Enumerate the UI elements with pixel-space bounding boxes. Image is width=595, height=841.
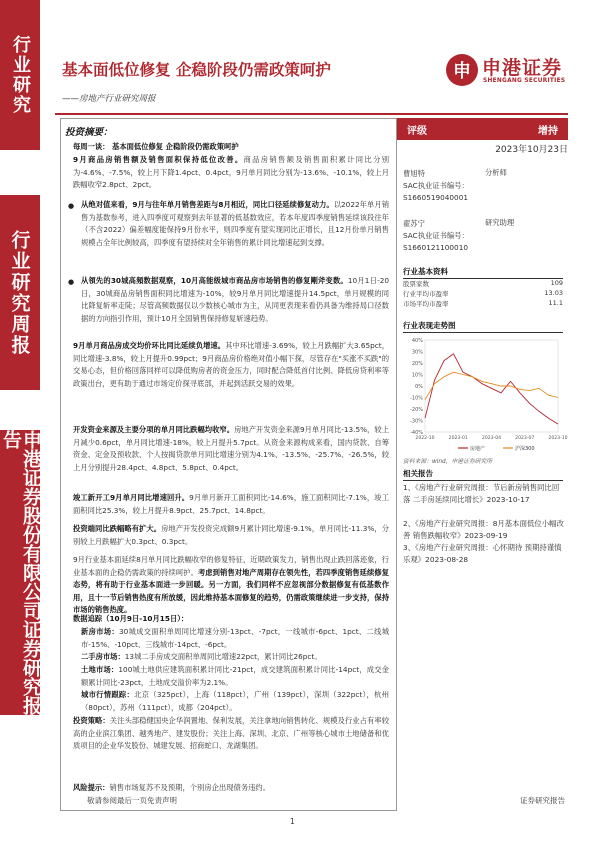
- para-completion: [73, 492, 389, 518]
- sidebar-label-weekly: 行业研究周报: [0, 195, 40, 390]
- bullet-icon: ●: [68, 202, 75, 210]
- bullet-icon: ●: [68, 278, 75, 286]
- para-investment-body: 房地产开发投资完成额9月累计同比增速-9.1%，单月同比-11.3%，分别较上月跌幅扩大0.3pct、0.3pct。: [73, 524, 389, 546]
- tracking-second-hand: [81, 651, 389, 664]
- x-tick-label: 2023-10: [548, 436, 568, 441]
- tracking-new-home-body: 30城成交面积单周同比增速分别-13pct、-7pct，一线城市-6pct、1pct、二线城市-15%、-10pct、三线城市-14pct、-6pct。: [81, 627, 389, 649]
- y-tick-label: 40%: [411, 338, 423, 344]
- weekly-view-heading: 每周一谈： 基本面低位修复 企稳阶段仍需政策呵护: [73, 142, 239, 151]
- page-number: 1: [290, 817, 295, 826]
- tracking-new-home-label: 新房市场：: [81, 627, 119, 636]
- footer-label: 证券研究报告: [520, 796, 565, 805]
- tracking-second-hand-body: 13城二手房成交面积单周同比增速22pct，累计同比26pct。: [124, 652, 322, 661]
- y-tick-label: 20%: [411, 361, 423, 367]
- basic-info-heading: 行业基本资料: [403, 266, 563, 279]
- y-tick-label: 30%: [411, 349, 423, 356]
- y-tick-label: -20%: [410, 407, 423, 413]
- para-completion-lead: 竣工新开工9月单月同比增速回升。: [73, 493, 190, 502]
- analyst2-role: 研究助理: [485, 218, 515, 227]
- related-report[interactable]: 2、《房地产行业研究周报：8月基本面低位小幅改善 销售跌幅收窄》2023-09-19: [403, 519, 564, 540]
- report-date: 2023年10月23日: [495, 145, 568, 155]
- sidebar: [0, 0, 40, 841]
- tracking-city-body: 北京（325pct），上海（118pct），广州（139pct），深圳（322pct），杭州（80pct），苏州（111pct），成都（204pct）。: [81, 690, 389, 712]
- basic-key: 股票家数: [403, 280, 429, 288]
- summary-panel: [60, 118, 397, 811]
- tracking-land: [81, 664, 389, 689]
- para-price-body: 其中环比增速-3.69%，较上月跌幅扩大3.65pct，同比增速-3.8%，较上月提升0.99pct；9月商品房价格绝对值小幅下探，尽管存在"买涨不买跌"的交易心态，但价格回落同样可以降低购房者的资金压力，同时配合降低首付比例、降低房贷利率等政策出台，更有助于通过市场定价探寻底部，并起到活跃交易的效果。: [73, 341, 389, 388]
- basic-value: 109: [550, 279, 563, 287]
- chart-heading: 行业表现走势图: [403, 320, 563, 333]
- plot-area: [425, 340, 558, 432]
- sidebar-label-company: 申港证券股份有限公司证券研究报告: [0, 430, 42, 715]
- basic-row: [403, 299, 563, 308]
- header-divider: [55, 113, 568, 115]
- para-strategy-body: 关注头部稳健国央企华润置地、保利发展，关注拿地向销售转化、规模及行业占有率较高的企业滨江集团、越秀地产、建发股份；关注上海、深圳、北京、广州等核心城市土地储备和优质项目的企业华发股份、城建发展、招商蛇口、龙湖集团。: [73, 716, 389, 751]
- legend-label: 沪深300: [515, 446, 535, 452]
- x-tick-label: 2023-07: [515, 436, 535, 441]
- analyst2-cert: S1660121100010: [403, 243, 468, 252]
- bullet-1-lead: 从绝对值来看，9月与往年单月销售差距与8月相近，同比口径延续修复动力。: [81, 200, 334, 209]
- y-tick-label: -30%: [410, 418, 423, 425]
- para-conclusion-body: 9月行业基本面延续8月单月同比跌幅收窄的修复特征，近期政策发力，销售出现止跌回落迹象，行业基本面的企稳仍需政策的持续呵护。: [73, 555, 389, 577]
- basic-value: 11.1: [548, 299, 563, 307]
- para-strategy: [73, 715, 389, 778]
- chart-source: 资料来源：wind，申港证券研究所: [403, 459, 493, 465]
- para-risk-label: 风险提示：: [73, 783, 110, 792]
- basic-key: 市场平均市盈率: [403, 300, 449, 308]
- tracking-city: [81, 689, 389, 714]
- report-subtitle: ——房地产行业研究周报: [62, 94, 156, 104]
- bullet-2-lead: 从領先的30城高頻数据观察，10月高能级城市商品房市场销售的修复剛斧变数。: [81, 276, 348, 285]
- series-line-csi300: [425, 372, 558, 400]
- analyst2-cert-label: SAC执业证书编号：: [403, 231, 469, 240]
- tracking-new-home: [81, 626, 389, 651]
- footer-disclaimer: 敬请参阅最后一页免责声明: [87, 796, 177, 805]
- y-tick-label: 0%: [415, 384, 423, 390]
- para-funding-lead: 开发资金来源及主要分项的单月同比跌幅均收窄。: [73, 425, 235, 434]
- analyst1-cert-label: SAC执业证书编号：: [403, 181, 469, 190]
- rating-label: 评级: [407, 125, 427, 137]
- analyst1-name: 曹旭特: [403, 169, 425, 178]
- logo-text-en: SHENGANG SECURITIES: [483, 78, 566, 84]
- basic-value: 13.03: [544, 289, 563, 297]
- logo-mark-icon: 申: [446, 54, 478, 86]
- para-sales-body: 商品房销售额及销售面积累计同比分别为-4.6%、-7.5%，较上月下降1.4pct、0.4pct，9月单月同比分别为-13.6%、-10.1%，较上月跌幅收窄2.8pct、2pct。: [73, 155, 389, 190]
- related-heading: 相关报告: [403, 468, 563, 481]
- rating-value: 增持: [538, 125, 558, 137]
- rating-bar: [397, 118, 568, 140]
- report-title: 基本面低位修复 企稳阶段仍需政策呵护: [62, 60, 331, 79]
- sidebar-label-industry: 行业研究: [0, 0, 40, 150]
- tracking-heading: 数据追踪（10月9日-10月15日）：: [73, 614, 189, 623]
- analyst2-name: 翟苏宁: [403, 219, 425, 228]
- para-completion-body: 9月单月新开工面积同比-14.6%，施工面积同比-7.1%，竣工面积同比25.3%，较上月提升8.9pct、25.7pct、14.8pct。: [73, 493, 389, 515]
- related-report[interactable]: 3、《房地产行业研究周报：心怀期待 预期持谨慎乐观》2023-08-28: [403, 543, 562, 564]
- para-conclusion: [73, 554, 389, 617]
- tracking-land-body: 100城土地供应建筑面积累计同比-21pct，成交建筑面积累计同比-14pct，成交金额累计同比-23pct，土地成交溢价率为2.1%。: [81, 665, 389, 687]
- company-logo: [446, 50, 566, 92]
- related-report[interactable]: 1、《房地产行业研究周报：节后新房销售同比回落 二手房延续同比增长》2023-10-17: [403, 483, 560, 504]
- y-tick-label: -10%: [410, 395, 423, 402]
- legend-label: 房地产: [470, 446, 486, 452]
- x-tick-label: 2022-10: [415, 436, 435, 441]
- basic-key: 行业平均市盈率: [403, 290, 449, 298]
- para-funding: [73, 424, 389, 487]
- para-price-lead: 9月单月商品房成交均价环比同比延续负增速。: [73, 341, 226, 350]
- para-sales-lead: 9月商品房销售额及销售面积保持低位改善。: [73, 155, 244, 164]
- summary-heading: 投资摘要：: [65, 127, 113, 138]
- para-risk-body: 销售市场复苏不及预期，个别房企出现债务违约。: [109, 783, 271, 792]
- para-price: [73, 340, 389, 416]
- y-tick-label: -40%: [410, 430, 423, 436]
- analyst1-role: 分析师: [485, 168, 507, 177]
- y-tick-label: 10%: [411, 372, 423, 379]
- para-investment-lead: 投资端同比跌幅略有扩大。: [73, 524, 162, 533]
- x-tick-label: 2023-01: [448, 436, 468, 441]
- x-tick-label: 2023-04: [481, 436, 502, 441]
- para-strategy-label: 投资策略：: [73, 716, 110, 725]
- bullet-2-body: 10月1日-20日，30城商品房销售面积同比增速为-10%，较9月单月同比增速提升14.5pct，单月规模的同比降复斩率走陡；尽管高频数据仅以少数核心城市为主，从同更表现来看仍具备为维持局口径数据的方向指引作用，预计10月全国销售保持修复斩速趋势。: [81, 276, 389, 323]
- bullet-1-body: 以2022年单月销售为基数参考，进入四季度可观察到去年显著的低基数效应，若本年度四季度销售延续该段往年（不含2022）偏差幅度能保持9月份水平，则四季度有望实现同比正增长，且12月份单月销售规模占全年比例较高，四季度有望持续对全年销售的累计同比增速起到支撑。: [81, 200, 389, 247]
- para-investment: [73, 523, 389, 549]
- para-conclusion-lead: 考虑到销售对地产周期存在领先性，若四季度销售延续修复态势，将有助于行业基本面进一步回暖。另一方面，我们同样不应忽视部分数据修复有低基数作用，且十一节后销售热度有所放缓，因此维持基本面修复的趋势，仍需政策继续进一步支持，保持市场的销售热度。: [73, 567, 389, 615]
- bullet-1: [81, 199, 389, 274]
- tracking-second-hand-label: 二手房市场：: [81, 652, 125, 661]
- logo-text: 申港证券: [482, 57, 563, 79]
- analyst1-cert: S1660519040001: [403, 193, 468, 202]
- basic-row: [403, 289, 563, 298]
- performance-chart: [403, 334, 568, 454]
- bullet-2: [81, 275, 389, 338]
- para-funding-body: 房地产开发资金来源9月单月同比-13.5%，较上月减少0.6pct，单月同比增速-18%，较上月提升5.7pct。从资金来源构成来看，国内贷款、自筹资金、定金及预收款、个人按揭贷款单月同比增速分别为4.1%、-13.5%、-25.7%、-26.5%，较上月分别提升28.4pct、4.8pct、5.8pct、0.4pct。: [73, 425, 389, 472]
- tracking-land-label: 土地市场：: [81, 665, 119, 674]
- para-risk: [73, 782, 389, 795]
- basic-row: [403, 279, 563, 288]
- tracking-city-label: 城市行情跟踪：: [81, 690, 135, 699]
- para-sales: [73, 154, 389, 192]
